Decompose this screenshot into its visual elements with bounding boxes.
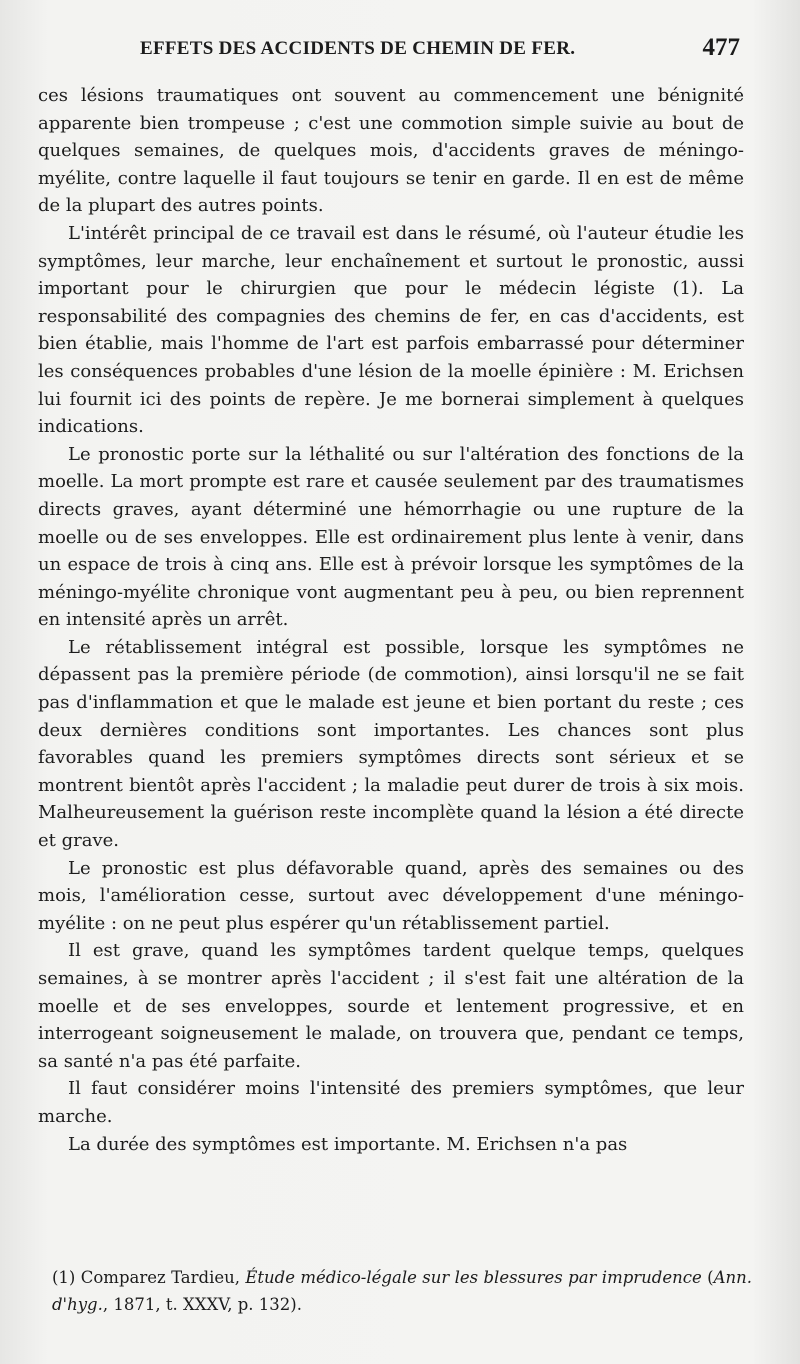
footnote-title: Étude médico-légale sur les blessures par imprudence: [245, 1268, 702, 1287]
paragraph: Le pronostic porte sur la léthalité ou sur l'altération des fonctions de la moelle. La mort prompte est rare et causée seulement par des traumatismes directs graves, ayant déterminé une hémorrhagie ou une rupture de la moelle ou de ses enveloppes. Elle est ordinairement plus lente à venir, dans un espace de trois à cinq ans. Elle est à prévoir lorsque les symptômes de la méningo-myélite chronique vont augmentant peu à peu, ou bien reprennent en intensité après un arrêt.: [38, 443, 744, 631]
paragraph: La durée des symptômes est importante. M. Erichsen n'a pas: [68, 1133, 628, 1155]
paragraph: Le rétablissement intégral est possible, lorsque les symptômes ne dépassent pas la première période (de commotion), ainsi lorsqu'il ne se fait pas d'inflammation et que le malade est jeune et bien portant du reste ; ces deux dernières conditions sont importantes. Les chances sont plus favorables quand les premiers symptômes directs sont sérieux et se montrent bientôt après l'accident ; la maladie peut durer de trois à six mois. Malheureusement la guérison reste incomplète quand la lésion a été directe et grave.: [38, 636, 744, 852]
page-header: [40, 36, 740, 66]
footnote-marker: (1): [52, 1268, 76, 1287]
page-number: 477: [702, 34, 740, 61]
running-title: EFFETS DES ACCIDENTS DE CHEMIN DE FER.: [140, 38, 576, 59]
paragraph: Il faut considérer moins l'intensité des premiers symptômes, que leur marche.: [38, 1078, 744, 1127]
paragraph: L'intérêt principal de ce travail est dans le résumé, où l'auteur étudie les symptômes, leur marche, leur enchaînement et surtout le pronostic, aussi important pour le chirurgien que pour le médecin légiste (1). La responsabilité des compagnies des chemins de fer, en cas d'accidents, est bien établie, mais l'homme de l'art est parfois embarrassé pour déterminer les conséquences probables d'une lésion de la moelle épinière : M. Erichsen lui fournit ici des points de repère. Je me bornerai simplement à quelques indications.: [38, 222, 744, 438]
paragraph: Le pronostic est plus défavorable quand, après des semaines ou des mois, l'amélioration cesse, surtout avec développement d'une méningo-myélite : on ne peut plus espérer qu'un rétablissement partiel.: [38, 857, 744, 934]
body-text: [38, 82, 744, 1158]
footnote-lead: Comparez Tardieu,: [75, 1268, 246, 1287]
footnote: [52, 1264, 752, 1318]
footnote-tail: , 1871, t. XXXV, p. 132).: [102, 1295, 302, 1314]
footnote-journal: Ann. d'hyg.: [52, 1268, 752, 1314]
footnote-paren: (: [701, 1268, 714, 1287]
paragraph: Il est grave, quand les symptômes tardent quelque temps, quelques semaines, à se montrer après l'accident ; il s'est fait une altération de la moelle et de ses enveloppes, sourde et lentement progressive, et en interrogeant soigneusement le malade, on trouvera que, pendant ce temps, sa santé n'a pas été parfaite.: [38, 940, 744, 1072]
paragraph: ces lésions traumatiques ont souvent au commencement une bénignité apparente bien trompeuse ; c'est une commotion simple suivie au bout de quelques semaines, de quelques mois, d'accidents graves de méningo-myélite, contre laquelle il faut toujours se tenir en garde. Il en est de même de la plupart des autres points.: [38, 85, 744, 217]
